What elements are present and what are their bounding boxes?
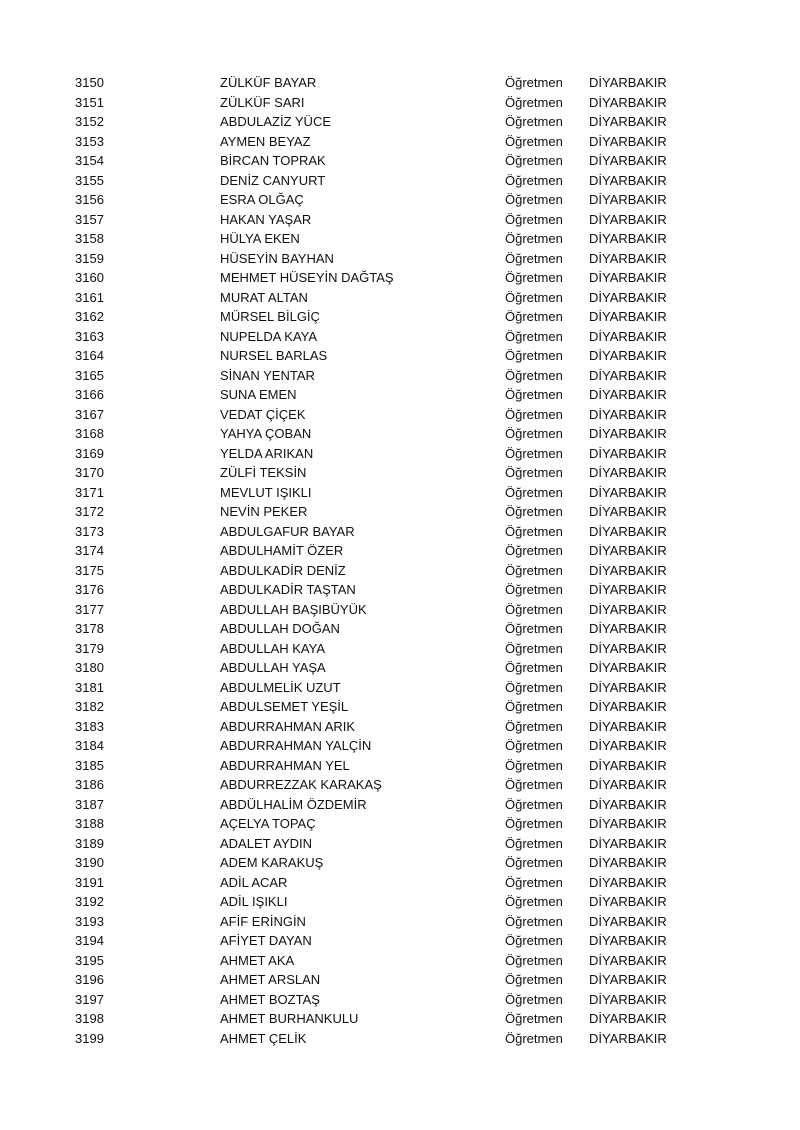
person-name: DENİZ CANYURT [220, 172, 326, 188]
table-row [0, 151, 800, 171]
city-label: DİYARBAKIR [589, 757, 667, 773]
role-label: Öğretmen [505, 465, 563, 480]
city-label: DİYARBAKIR [589, 1030, 667, 1046]
row-number: 3155 [75, 172, 104, 188]
city-label: DİYARBAKIR [589, 153, 667, 168]
row-number: 3156 [75, 192, 104, 207]
role-label: Öğretmen [505, 172, 563, 188]
table-row [0, 385, 800, 405]
city-label: DİYARBAKIR [589, 952, 667, 968]
role-label: Öğretmen [505, 679, 563, 695]
role-label: Öğretmen [505, 309, 563, 324]
person-name: ABDULKADİR DENİZ [220, 562, 346, 578]
city-label: DİYARBAKIR [589, 777, 667, 792]
table-row [0, 522, 800, 542]
role-label: Öğretmen [505, 562, 563, 578]
row-number: 3175 [75, 562, 104, 578]
person-name: ADİL IŞIKLI [220, 894, 288, 909]
role-label: Öğretmen [505, 933, 563, 948]
person-name: AHMET AKA [220, 952, 295, 968]
table-row [0, 814, 800, 834]
city-label: DİYARBAKIR [589, 387, 667, 402]
city-label: DİYARBAKIR [589, 972, 667, 987]
row-number: 3167 [75, 406, 104, 422]
table-row [0, 639, 800, 659]
person-name: MURAT ALTAN [220, 289, 308, 305]
person-name: ABDULLAH YAŞA [220, 660, 326, 675]
person-name: AHMET ÇELİK [220, 1030, 307, 1046]
person-name: ADALET AYDIN [220, 835, 312, 851]
city-label: DİYARBAKIR [589, 523, 667, 539]
city-label: DİYARBAKIR [589, 231, 667, 246]
role-label: Öğretmen [505, 816, 563, 831]
person-name: ZÜLKÜF SARI [220, 94, 305, 110]
table-row [0, 463, 800, 483]
row-number: 3152 [75, 114, 104, 129]
person-name: MEVLUT IŞIKLI [220, 484, 312, 500]
person-name: AHMET ARSLAN [220, 972, 321, 987]
row-number: 3178 [75, 621, 104, 636]
role-label: Öğretmen [505, 231, 563, 246]
role-label: Öğretmen [505, 367, 563, 383]
row-number: 3183 [75, 718, 104, 734]
person-name: ABDULKADİR TAŞTAN [220, 582, 356, 597]
role-label: Öğretmen [505, 1030, 563, 1046]
role-label: Öğretmen [505, 913, 563, 929]
person-name: ABDULGAFUR BAYAR [220, 523, 355, 539]
row-number: 3164 [75, 348, 104, 363]
city-label: DİYARBAKIR [589, 991, 667, 1007]
table-row [0, 970, 800, 990]
person-name: ABDURRAHMAN YEL [220, 757, 350, 773]
table-row [0, 307, 800, 327]
table-row [0, 912, 800, 932]
role-label: Öğretmen [505, 972, 563, 987]
person-name: ABDULLAH KAYA [220, 640, 326, 656]
table-row [0, 1029, 800, 1049]
table-row [0, 132, 800, 152]
role-label: Öğretmen [505, 153, 563, 168]
city-label: DİYARBAKIR [589, 406, 667, 422]
row-number: 3163 [75, 328, 104, 344]
table-row [0, 561, 800, 581]
person-name: ABDULSEMET YEŞİL [220, 699, 349, 714]
row-number: 3199 [75, 1030, 104, 1046]
person-name: ZÜLFİ TEKSİN [220, 465, 307, 480]
role-label: Öğretmen [505, 718, 563, 734]
role-label: Öğretmen [505, 952, 563, 968]
person-name: ABDULMELİK UZUT [220, 679, 341, 695]
role-label: Öğretmen [505, 523, 563, 539]
table-row [0, 405, 800, 425]
city-label: DİYARBAKIR [589, 445, 667, 461]
person-name: HÜLYA EKEN [220, 231, 300, 246]
role-label: Öğretmen [505, 796, 563, 812]
city-label: DİYARBAKIR [589, 367, 667, 383]
city-label: DİYARBAKIR [589, 796, 667, 812]
city-label: DİYARBAKIR [589, 913, 667, 929]
city-label: DİYARBAKIR [589, 601, 667, 617]
table-row [0, 327, 800, 347]
city-label: DİYARBAKIR [589, 504, 667, 519]
row-number: 3171 [75, 484, 104, 500]
city-label: DİYARBAKIR [589, 94, 667, 110]
table-row [0, 346, 800, 366]
city-label: DİYARBAKIR [589, 835, 667, 851]
table-row [0, 697, 800, 717]
role-label: Öğretmen [505, 660, 563, 675]
person-name: ADİL ACAR [220, 874, 288, 890]
role-label: Öğretmen [505, 1011, 563, 1026]
table-row [0, 951, 800, 971]
city-label: DİYARBAKIR [589, 660, 667, 675]
table-row [0, 892, 800, 912]
role-label: Öğretmen [505, 348, 563, 363]
role-label: Öğretmen [505, 582, 563, 597]
role-label: Öğretmen [505, 387, 563, 402]
table-row [0, 502, 800, 522]
role-label: Öğretmen [505, 289, 563, 305]
table-row [0, 795, 800, 815]
row-number: 3187 [75, 796, 104, 812]
table-row [0, 112, 800, 132]
role-label: Öğretmen [505, 543, 563, 558]
person-name: AHMET BOZTAŞ [220, 991, 320, 1007]
table-row [0, 424, 800, 444]
row-number: 3181 [75, 679, 104, 695]
row-number: 3173 [75, 523, 104, 539]
table-row [0, 580, 800, 600]
table-row [0, 990, 800, 1010]
person-name: SUNA EMEN [220, 387, 297, 402]
table-row [0, 853, 800, 873]
person-name: ESRA OLĞAÇ [220, 192, 304, 207]
city-label: DİYARBAKIR [589, 874, 667, 890]
row-number: 3185 [75, 757, 104, 773]
row-number: 3158 [75, 231, 104, 246]
person-name: ABDULHAMİT ÖZER [220, 543, 344, 558]
role-label: Öğretmen [505, 445, 563, 461]
row-number: 3162 [75, 309, 104, 324]
city-label: DİYARBAKIR [589, 133, 667, 149]
city-label: DİYARBAKIR [589, 114, 667, 129]
person-name: ZÜLKÜF BAYAR [220, 75, 317, 90]
role-label: Öğretmen [505, 601, 563, 617]
table-row [0, 658, 800, 678]
city-label: DİYARBAKIR [589, 640, 667, 656]
role-label: Öğretmen [505, 484, 563, 500]
person-name: NUPELDA KAYA [220, 328, 318, 344]
row-number: 3170 [75, 465, 104, 480]
row-number: 3179 [75, 640, 104, 656]
role-label: Öğretmen [505, 250, 563, 266]
table-row [0, 288, 800, 308]
table-row [0, 483, 800, 503]
person-name: ABDULLAH DOĞAN [220, 621, 340, 636]
row-number: 3153 [75, 133, 104, 149]
role-label: Öğretmen [505, 738, 563, 753]
city-label: DİYARBAKIR [589, 211, 667, 227]
table-row [0, 444, 800, 464]
row-number: 3176 [75, 582, 104, 597]
row-number: 3193 [75, 913, 104, 929]
table-row [0, 210, 800, 230]
table-row [0, 190, 800, 210]
city-label: DİYARBAKIR [589, 718, 667, 734]
city-label: DİYARBAKIR [589, 621, 667, 636]
role-label: Öğretmen [505, 75, 563, 90]
teacher-list-table [0, 73, 800, 1048]
role-label: Öğretmen [505, 426, 563, 441]
city-label: DİYARBAKIR [589, 270, 667, 285]
table-row [0, 171, 800, 191]
person-name: AFİYET DAYAN [220, 933, 312, 948]
city-label: DİYARBAKIR [589, 543, 667, 558]
person-name: BİRCAN TOPRAK [220, 153, 326, 168]
person-name: AFİF ERİNGİN [220, 913, 306, 929]
table-row [0, 717, 800, 737]
role-label: Öğretmen [505, 94, 563, 110]
role-label: Öğretmen [505, 328, 563, 344]
city-label: DİYARBAKIR [589, 465, 667, 480]
role-label: Öğretmen [505, 835, 563, 851]
row-number: 3157 [75, 211, 104, 227]
city-label: DİYARBAKIR [589, 172, 667, 188]
row-number: 3154 [75, 153, 104, 168]
row-number: 3189 [75, 835, 104, 851]
person-name: ABDURREZZAK KARAKAŞ [220, 777, 382, 792]
table-row [0, 756, 800, 776]
city-label: DİYARBAKIR [589, 348, 667, 363]
role-label: Öğretmen [505, 406, 563, 422]
row-number: 3196 [75, 972, 104, 987]
person-name: MEHMET HÜSEYİN DAĞTAŞ [220, 270, 394, 285]
row-number: 3186 [75, 777, 104, 792]
person-name: ABDURRAHMAN YALÇİN [220, 738, 372, 753]
person-name: HÜSEYİN BAYHAN [220, 250, 334, 266]
table-row [0, 775, 800, 795]
row-number: 3191 [75, 874, 104, 890]
table-row [0, 268, 800, 288]
table-row [0, 600, 800, 620]
table-row [0, 619, 800, 639]
row-number: 3190 [75, 855, 104, 870]
row-number: 3151 [75, 94, 104, 110]
person-name: ABDÜLHALİM ÖZDEMİR [220, 796, 367, 812]
city-label: DİYARBAKIR [589, 679, 667, 695]
city-label: DİYARBAKIR [589, 816, 667, 831]
row-number: 3192 [75, 894, 104, 909]
role-label: Öğretmen [505, 757, 563, 773]
role-label: Öğretmen [505, 894, 563, 909]
role-label: Öğretmen [505, 270, 563, 285]
row-number: 3150 [75, 75, 104, 90]
city-label: DİYARBAKIR [589, 484, 667, 500]
role-label: Öğretmen [505, 874, 563, 890]
person-name: NURSEL BARLAS [220, 348, 328, 363]
city-label: DİYARBAKIR [589, 562, 667, 578]
role-label: Öğretmen [505, 991, 563, 1007]
table-row [0, 73, 800, 93]
row-number: 3165 [75, 367, 104, 383]
city-label: DİYARBAKIR [589, 855, 667, 870]
row-number: 3174 [75, 543, 104, 558]
table-row [0, 229, 800, 249]
person-name: AÇELYA TOPAÇ [220, 816, 316, 831]
city-label: DİYARBAKIR [589, 894, 667, 909]
person-name: MÜRSEL BİLGİÇ [220, 309, 320, 324]
role-label: Öğretmen [505, 504, 563, 519]
role-label: Öğretmen [505, 114, 563, 129]
person-name: HAKAN YAŞAR [220, 211, 312, 227]
person-name: SİNAN YENTAR [220, 367, 315, 383]
city-label: DİYARBAKIR [589, 192, 667, 207]
city-label: DİYARBAKIR [589, 250, 667, 266]
table-row [0, 873, 800, 893]
person-name: ADEM KARAKUŞ [220, 855, 324, 870]
person-name: VEDAT ÇİÇEK [220, 406, 306, 422]
person-name: ABDURRAHMAN ARIK [220, 718, 356, 734]
table-row [0, 541, 800, 561]
table-row [0, 93, 800, 113]
row-number: 3169 [75, 445, 104, 461]
role-label: Öğretmen [505, 640, 563, 656]
row-number: 3188 [75, 816, 104, 831]
row-number: 3198 [75, 1011, 104, 1026]
role-label: Öğretmen [505, 699, 563, 714]
role-label: Öğretmen [505, 133, 563, 149]
row-number: 3172 [75, 504, 104, 519]
row-number: 3195 [75, 952, 104, 968]
table-row [0, 249, 800, 269]
city-label: DİYARBAKIR [589, 289, 667, 305]
table-row [0, 931, 800, 951]
city-label: DİYARBAKIR [589, 309, 667, 324]
person-name: YAHYA ÇOBAN [220, 426, 312, 441]
row-number: 3160 [75, 270, 104, 285]
row-number: 3161 [75, 289, 104, 305]
role-label: Öğretmen [505, 777, 563, 792]
city-label: DİYARBAKIR [589, 738, 667, 753]
person-name: AHMET BURHANKULU [220, 1011, 359, 1026]
row-number: 3182 [75, 699, 104, 714]
row-number: 3177 [75, 601, 104, 617]
row-number: 3194 [75, 933, 104, 948]
row-number: 3180 [75, 660, 104, 675]
city-label: DİYARBAKIR [589, 328, 667, 344]
city-label: DİYARBAKIR [589, 582, 667, 597]
table-row [0, 678, 800, 698]
row-number: 3166 [75, 387, 104, 402]
person-name: ABDULAZİZ YÜCE [220, 114, 332, 129]
row-number: 3184 [75, 738, 104, 753]
city-label: DİYARBAKIR [589, 699, 667, 714]
person-name: ABDULLAH BAŞIBÜYÜK [220, 601, 367, 617]
city-label: DİYARBAKIR [589, 75, 667, 90]
table-row [0, 1009, 800, 1029]
city-label: DİYARBAKIR [589, 426, 667, 441]
table-row [0, 736, 800, 756]
city-label: DİYARBAKIR [589, 933, 667, 948]
table-row [0, 834, 800, 854]
role-label: Öğretmen [505, 855, 563, 870]
role-label: Öğretmen [505, 192, 563, 207]
role-label: Öğretmen [505, 621, 563, 636]
row-number: 3168 [75, 426, 104, 441]
person-name: NEVİN PEKER [220, 504, 308, 519]
table-row [0, 366, 800, 386]
role-label: Öğretmen [505, 211, 563, 227]
person-name: YELDA ARIKAN [220, 445, 314, 461]
person-name: AYMEN BEYAZ [220, 133, 311, 149]
row-number: 3159 [75, 250, 104, 266]
city-label: DİYARBAKIR [589, 1011, 667, 1026]
row-number: 3197 [75, 991, 104, 1007]
